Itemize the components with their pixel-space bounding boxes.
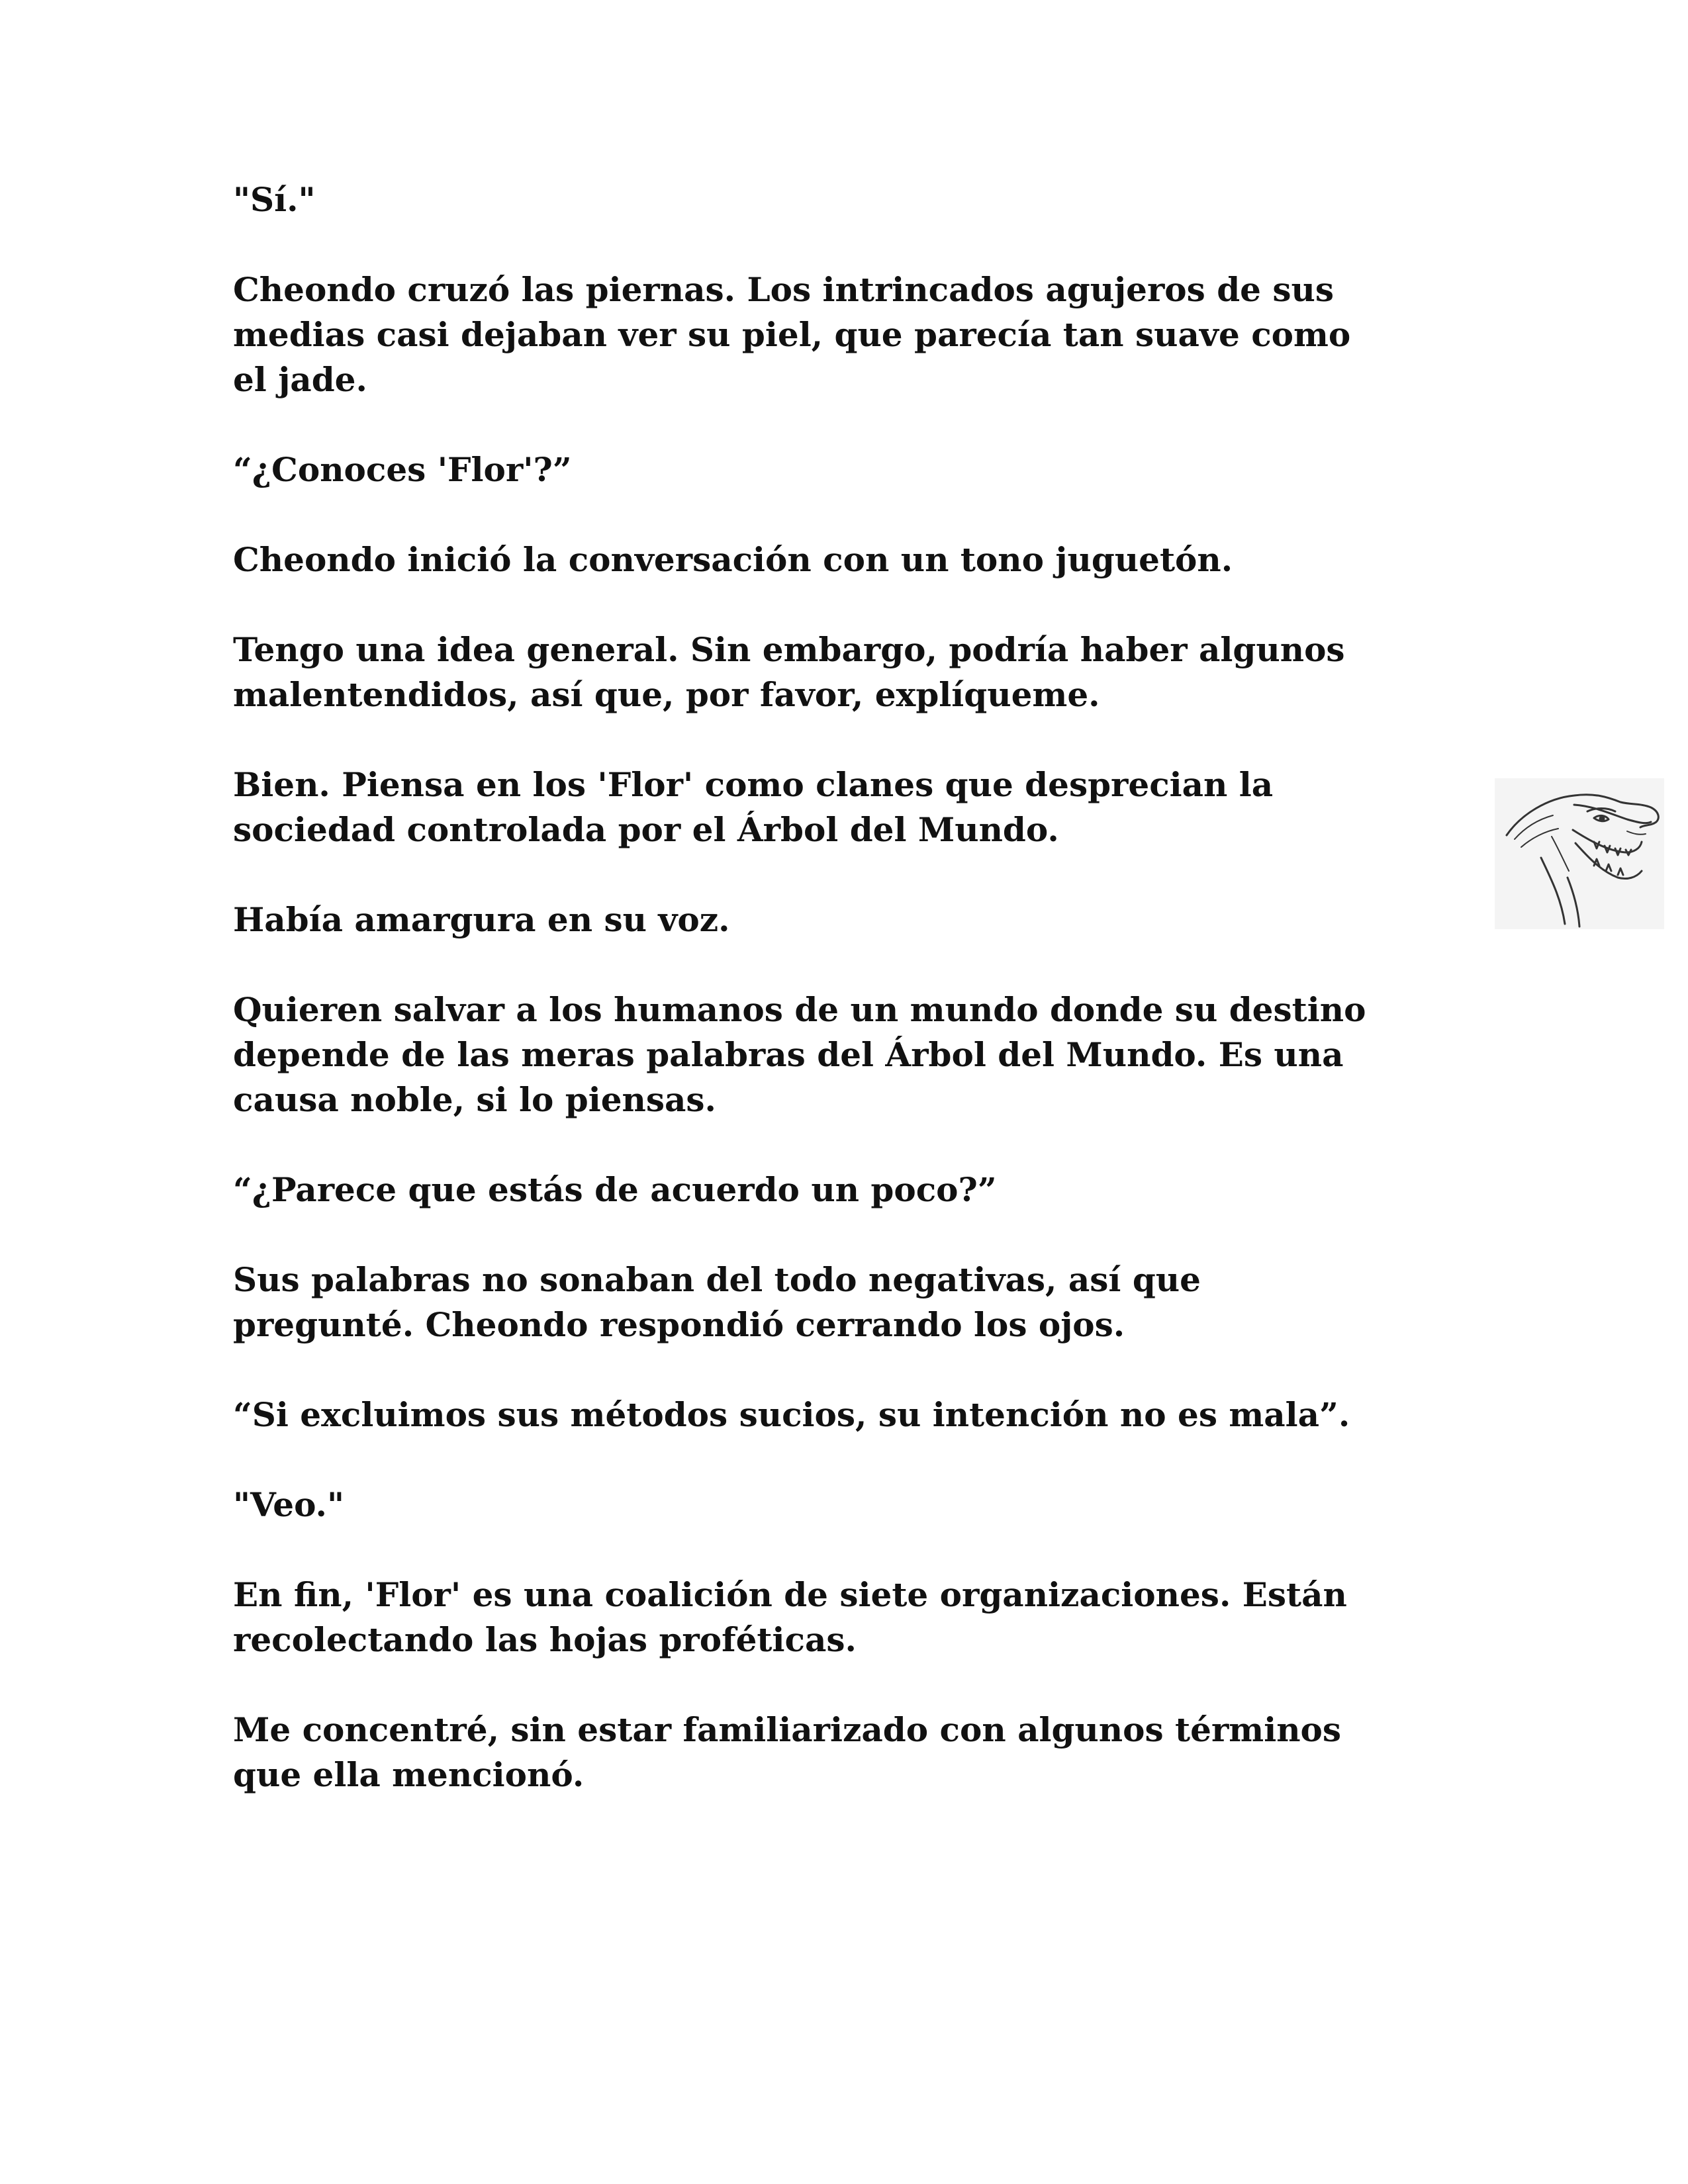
paragraph: Quieren salvar a los humanos de un mundo donde su destino depende de las meras palabras del Árbol del Mundo. Es una causa noble, si lo piensas. bbox=[233, 990, 1366, 1119]
paragraph: En fin, 'Flor' es una coalición de siete organizaciones. Están recolectando las hojas proféticas. bbox=[233, 1575, 1347, 1659]
paragraph: Tengo una idea general. Sin embargo, podría haber algunos malentendidos, así que, por favor, explíqueme. bbox=[233, 630, 1345, 714]
body-text bbox=[233, 177, 1491, 1843]
paragraph: Bien. Piensa en los 'Flor' como clanes que desprecian la sociedad controlada por el Árbol del Mundo. bbox=[233, 765, 1274, 849]
paragraph: "Sí." bbox=[233, 180, 316, 219]
paragraph: Cheondo inició la conversación con un tono juguetón. bbox=[233, 540, 1233, 579]
paragraph: "Veo." bbox=[233, 1485, 344, 1524]
paragraph: “Si excluimos sus métodos sucios, su intención no es mala”. bbox=[233, 1395, 1350, 1434]
dinosaur-sketch-drawing bbox=[1495, 778, 1664, 929]
paragraph: “¿Parece que estás de acuerdo un poco?” bbox=[233, 1170, 997, 1209]
paragraph: Sus palabras no sonaban del todo negativas, así que pregunté. Cheondo respondió cerrando los ojos. bbox=[233, 1260, 1201, 1344]
paragraph: “¿Conoces 'Flor'?” bbox=[233, 450, 572, 489]
paragraph: Me concentré, sin estar familiarizado con algunos términos que ella mencionó. bbox=[233, 1710, 1342, 1794]
paragraph: Cheondo cruzó las piernas. Los intrincados agujeros de sus medias casi dejaban ver su piel, que parecía tan suave como el jade. bbox=[233, 270, 1351, 399]
dinosaur-head-sketch-icon bbox=[1495, 778, 1664, 929]
paragraph: Había amargura en su voz. bbox=[233, 900, 730, 939]
